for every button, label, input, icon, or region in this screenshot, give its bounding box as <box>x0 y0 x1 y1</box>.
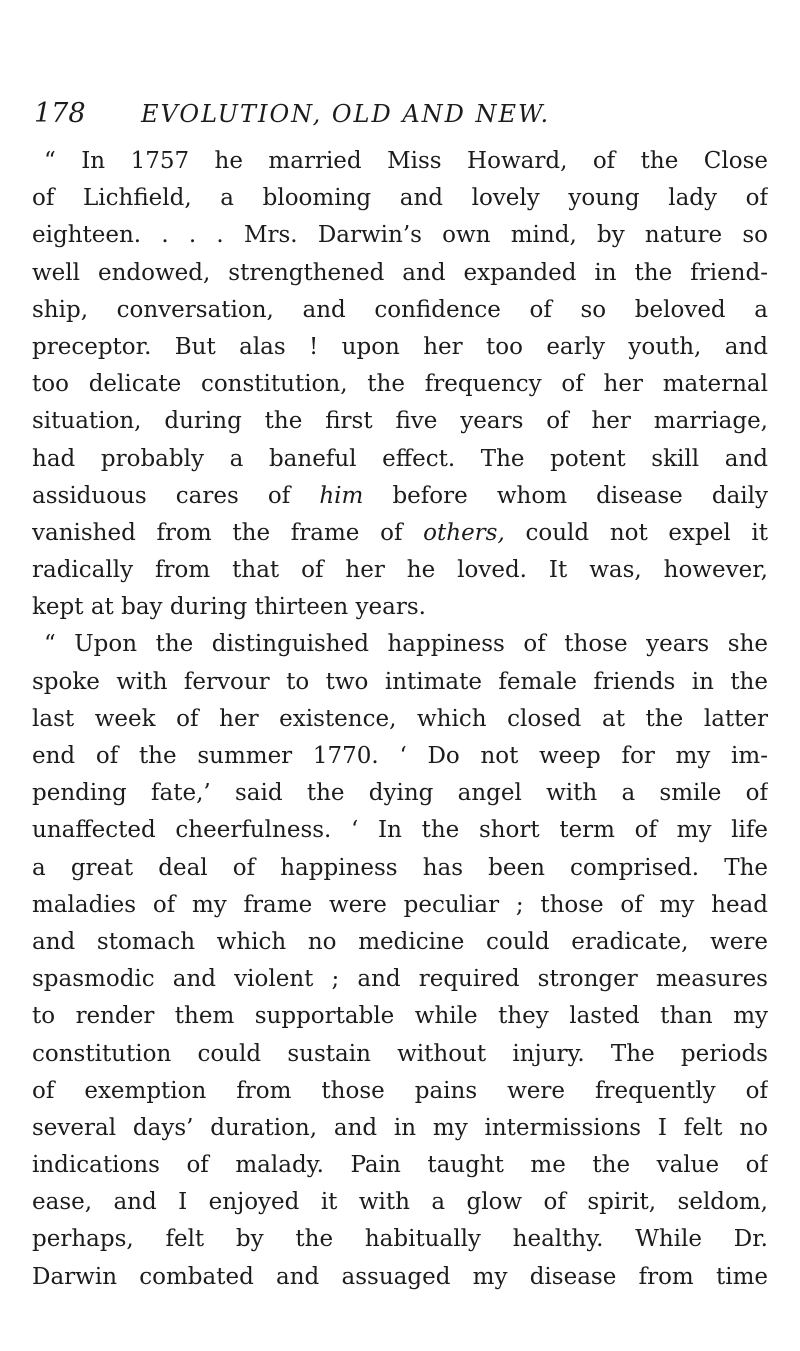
text-line: kept at bay during thirteen years. <box>32 594 426 621</box>
text-segment: could not expel it <box>525 519 768 546</box>
text-segment: vanished from the frame of <box>32 519 403 546</box>
text-line: to render them supportable while they lasted than my <box>32 1003 768 1030</box>
text-line: and stomach which no medicine could eradicate, were <box>32 928 768 955</box>
text-line: indications of malady. Pain taught me the value of <box>32 1152 768 1179</box>
text-line: well endowed, strengthened and expanded in the friend- <box>32 259 768 286</box>
text-line: Darwin combated and assuaged my disease from time <box>32 1263 768 1290</box>
text-segment: before whom disease daily <box>392 482 768 509</box>
text-line: eighteen. . . . Mrs. Darwin’s own mind, by nature so <box>32 222 768 249</box>
body-text <box>32 143 768 1296</box>
text-line: last week of her existence, which closed at the latter <box>32 705 768 732</box>
text-line: too delicate constitution, the frequency of her maternal <box>32 371 768 398</box>
italic-text: him <box>319 482 364 509</box>
text-line: radically from that of her he loved. It was, however, <box>32 557 768 584</box>
page-number: 178 <box>34 98 86 129</box>
text-line: ease, and I enjoyed it with a glow of spirit, seldom, <box>32 1189 768 1216</box>
italic-text: others, <box>423 519 505 546</box>
text-line <box>32 478 768 515</box>
text-line: a great deal of happiness has been comprised. The <box>32 854 768 881</box>
text-line: unaffected cheerfulness. ‘ In the short term of my life <box>32 817 768 844</box>
text-line: “ In 1757 he married Miss Howard, of the Close <box>44 148 768 174</box>
text-line: pending fate,’ said the dying angel with a smile of <box>32 780 768 807</box>
text-segment: assiduous cares of <box>32 482 291 509</box>
text-line: several days’ duration, and in my intermissions I felt no <box>32 1114 768 1141</box>
text-line: maladies of my frame were peculiar ; those of my head <box>32 891 768 918</box>
text-line: had probably a baneful effect. The potent skill and <box>32 445 768 472</box>
text-line: perhaps, felt by the habitually healthy. While Dr. <box>32 1226 768 1253</box>
text-line: of Lichfield, a blooming and lovely young lady of <box>32 185 768 212</box>
text-line: ship, conversation, and confidence of so beloved a <box>32 296 768 323</box>
text-line: situation, during the first five years of her marriage, <box>32 408 768 435</box>
text-line: spoke with fervour to two intimate female friends in the <box>32 668 768 695</box>
text-line: end of the summer 1770. ‘ Do not weep for my im- <box>32 743 768 769</box>
text-line: spasmodic and violent ; and required stronger measures <box>32 966 768 993</box>
text-line <box>32 515 768 552</box>
text-line: of exemption from those pains were frequently of <box>32 1077 768 1104</box>
running-head <box>34 98 774 138</box>
text-line: preceptor. But alas ! upon her too early youth, and <box>32 333 768 360</box>
text-line: “ Upon the distinguished happiness of those years she <box>44 631 768 658</box>
running-title: EVOLUTION, OLD AND NEW. <box>141 100 551 128</box>
text-line: constitution could sustain without injury. The periods <box>32 1040 768 1067</box>
